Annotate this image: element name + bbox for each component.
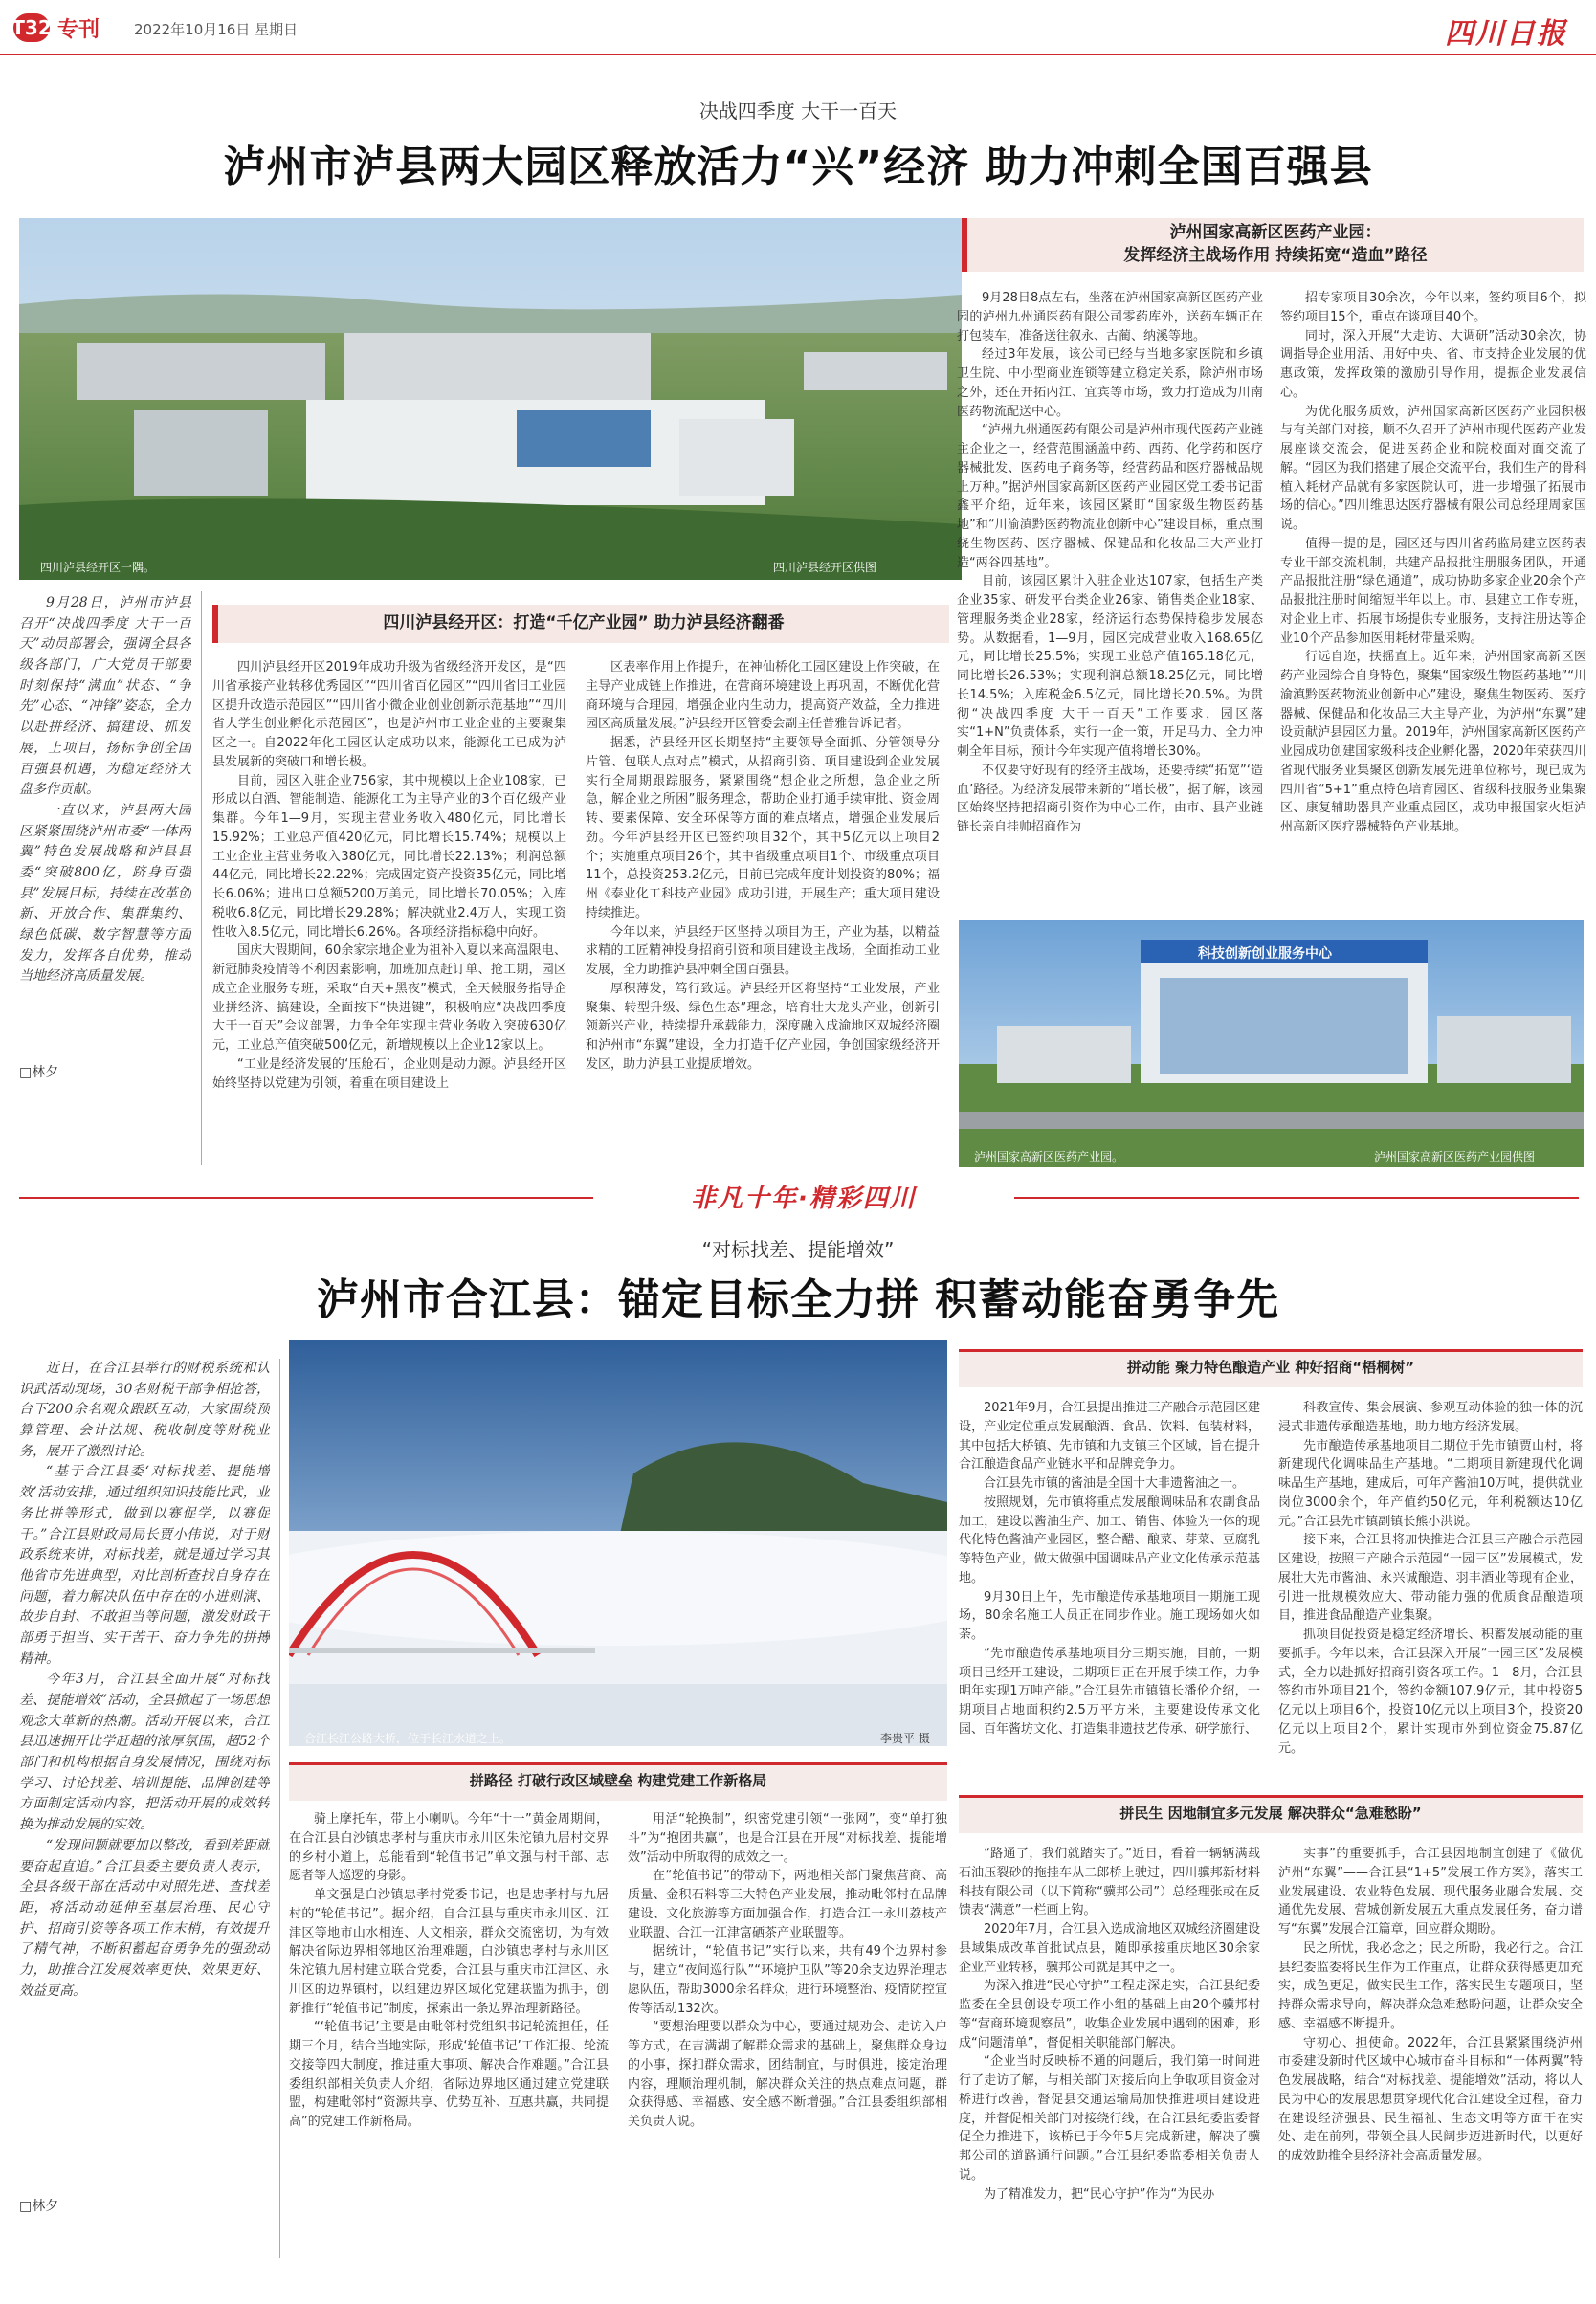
medical-park-photo — [959, 920, 1584, 1167]
right-subheading-1: 拼动能 聚力特色酿造产业 种好招商“梧桐树” — [959, 1349, 1583, 1387]
paragraph: 科教宣传、集会展演、参观互动体验的独一体的沉浸式非遗传承酿造基地，助力地方经济发展。 — [1278, 1401, 1583, 1434]
paragraph: 2021年9月，合江县提出推进三产融合示范园区建设，产业定位重点发展酿酒、食品、饮料、包装材料，其中包括大桥镇、先市镇和九支镇三个区域，旨在提升合江酿造食品产业链水平和品牌竞争力。 — [959, 1401, 1260, 1473]
paragraph: 接下来，合江县将加快推进合江县三产融合示范园区建设，按照三产融合示范园“一园三区”发展模式，发展壮大先市酱油、永兴诚酿造、羽丰酒业等现有企业，引进一批规模效应大、带动能力强的优质食品酿造项目，推进食品酿造产业集聚。 — [1278, 1533, 1583, 1624]
paragraph: 骑上摩托车，带上小喇叭。今年“十一”黄金周期间，在合江县白沙镇忠孝村与重庆市永川区朱沱镇九居村交界的乡村小道上，总能看到“轮值书记”单文强与村干部、志愿者等人巡逻的身影。 — [289, 1812, 609, 1884]
bottom-kicker: “对标找差、提能增效” — [701, 1238, 895, 1261]
l-column-2 — [628, 1810, 947, 2289]
paragraph: “企业当时反映桥不通的问题后，我们第一时间进行了走访了解，与相关部门对接后向上争取项目资金对桥进行改善，督促县交通运输局加快推进项目建设进度，并督促相关部门对接绕行线，在合江县纪委监委督促全力推进下，该桥已于今年5月完成新建，解决了骥邦公司的道路通行问题。”合江县纪委监委相关负责人说。 — [959, 2054, 1260, 2182]
page-number: T32 — [13, 13, 50, 42]
paragraph: “要想治理要以群众为中心，要通过规劝会、走访入户等方式，在吉满湖了解群众需求的基础上，聚焦群众身边的小事，探扣群众需求，团结制宜，与时俱进，接定治理内容，理顺治理机制，解决群众关注的热点难点问题，群众获得感、幸福感、安全感不断增强。”合江县委组织部相关负责人说。 — [628, 2020, 947, 2129]
newspaper-logo: 四川日报 — [1445, 17, 1567, 51]
paragraph: “路通了，我们就踏实了。”近日，看着一辆辆满载石油压裂砂的拖挂车从二郎桥上驶过，四川骥邦新材料科技有限公司（以下简称“骥邦公司”）总经理张或在反馈表“满意”一栏画上钩。 — [959, 1847, 1260, 1918]
paragraph: “‘轮值书记’主要是由毗邻村党组织书记轮流担任，任期三个月，结合当地实际，形成‘轮值书记’工作汇报、轮流交接等四大制度，推进重大事项、解决合作难题。”合江县委组织部相关负责人介绍，省际边界地区通过建立党建联盟，构建毗邻村“资源共享、优势互补、互惠共赢，共同提高”的党建工作新格局。 — [289, 2020, 609, 2129]
paragraph: 一直以来，泸县两大园区紧紧围绕泸州市委“一体两翼”特色发展战略和泸县县委“突破800亿，跻身百强县”发展目标，持续在改革创新、开放合作、集群集约、绿色低碳、数字智慧等方面发力，发挥各自优势，推动当地经济高质量发展。 — [19, 802, 191, 985]
paragraph: 目前，园区入驻企业756家，其中规模以上企业108家，已形成以白酒、智能制造、能源化工为主导产业的3个百亿级产业集群。今年1—9月，实现主营业务收入480亿元，同比增长15.92%；工业总产值420亿元，同比增长15.74%；规模以上工业企业主营业务收入380亿元，同比增长22.13%；利润总额44亿元，同比增长22.22%；完成固定资产投资35亿元，同比增长6.06%；进出口总额5200万美元，同比增长70.05%；入库税收6.8亿元，同比增长29.28%；解决就业2.4万人，实现工资性收入8.5亿元，同比增长6.26%。各项经济指标稳中向好。 — [212, 773, 566, 940]
bottom-intro-sidebar — [19, 1359, 270, 2182]
paragraph: 同时，深入开展“大走访、大调研”活动30余次，协调指导企业用活、用好中央、省、市支持企业发展的优惠政策，发挥政策的激励引导作用，提振企业发展信心。 — [1280, 328, 1586, 400]
issue-date: 2022年10月16日 星期日 — [134, 21, 299, 38]
section-banner — [0, 1179, 1596, 1217]
paragraph: “基于合江县委‘对标找差、提能增效’活动安排，通过组织知识技能比武，业务比拼等形式，做到以赛促学，以赛促干。”合江县财政局局长贾小伟说，对于财政系统来讲，对标找差，就是通过学习其他省市先进典型，对比剖析查找自身存在问题，着力解决队伍中存在的小进则满、故步自封、不敢担当等问题，激发财政干部勇于担当、实干苦干、奋力争先的拼搏精神。 — [19, 1464, 270, 1667]
paragraph: 为了精准发力，把“民心守护”作为“为民办 — [984, 2186, 1215, 2202]
paragraph: 9月30日上午，先市酿造传承基地项目一期施工现场，80余名施工人员正在同步作业。施工现场如火如荼。 — [959, 1589, 1260, 1642]
paragraph: 实事”的重要抓手，合江县因地制宜创建了《做优泸州“东翼”——合江县“1+5”发展工作方案》，落实工业发展建设、农业特色发展、现代服务业融合发展、交通优先发展、营城创新发展五大重点发展任务，奋力谱写“东翼”发展合江篇章，回应群众期盼。 — [1278, 1847, 1583, 1937]
photo2-credit: 泸州国家高新区医药产业园供图 — [1374, 1150, 1536, 1163]
mid-column-1 — [212, 658, 566, 1165]
paragraph: 为优化服务质效，泸州国家高新区医药产业园积极与有关部门对接，顺不久召开了泸州市现代医药产业发展座谈交流会，促进医药企业和院校面对面交流了解。“园区为我们搭建了展企交流平台，我们生产的骨科植入耗材产品就有多家医院认可，进一步增强了拓展市场的信心。”四川维思达医疗器械有限公司总经理周家国说。 — [1280, 404, 1586, 532]
paragraph: 四川泸县经开区2019年成功升级为省级经济开发区，是“四川省承接产业转移优秀园区”“四川省百亿园区”“四川省旧工业园区提升改造示范园区”“四川省小微企业创业创新示范基地”“四川省大学生创业孵化示范园区”，也是泸州市工业企业的主要聚集区之一。自2022年化工园区认定成功以来，能源化工已成为泸县发展新的突破口和增长极。 — [212, 660, 566, 769]
paragraph: 合江县先市镇的酱油是全国十大非遗酱油之一。 — [984, 1476, 1246, 1491]
paragraph: “先市酿造传承基地项目分三期实施，目前，一期项目已经开工建设，二期项目正在开展手续工作，力争明年实现1万吨产能。”合江县先市镇镇长潘伦介绍，一期项目占地面积约2.5万平方米，主要建设传承文化园、百年酱坊文化、打造集非遗技艺传承、研学旅行、 — [959, 1646, 1260, 1737]
paragraph: 目前，该园区累计入驻企业达107家，包括生产类企业35家、研发平台类企业26家、销售类企业18家、管理服务类企业28家，经济运行态势保持稳步发展态势。从数据看，1—9月，园区完成营业收入168.65亿元，同比增长25.5%；实现工业总产值165.18亿元，同比增长26.53%；实现利润总额18.25亿元，同比增长14.5%；入库税金6.5亿元，同比增长20.5%。为贯彻“决战四季度 大干一百天”工作要求，园区落实“1+N”负责体系，实行一企一策，开足马力、全力冲刺全年目标，预计今年实现产值将增长30%。 — [957, 574, 1263, 759]
bridge-photo-caption: 合江长江公路大桥，位于长江水道之上。 — [304, 1732, 512, 1745]
banner-rule-right — [1014, 1197, 1579, 1199]
photo2-caption: 泸州国家高新区医药产业园。 — [974, 1150, 1124, 1163]
paragraph: 近日，在合江县举行的财税系统和认识武活动现场，30名财税干部争相抢答，台下200余名观众跟跃互动，大家围绕预算管理、会计法规、税收制度等财税业务，展开了激烈讨论。 — [19, 1361, 270, 1459]
top-kicker: 决战四季度 大干一百天 — [698, 100, 898, 122]
bridge-photo — [289, 1340, 947, 1746]
paragraph: 行远自迩，扶摇直上。近年来，泸州国家高新区医药产业园综合自身特色，聚集“国家级生物医药基地”“川渝滇黔医药物流业创新中心”建设，聚焦生物医药、医疗器械、保健品和化妆品三大主导产业，为泸州“东翼”建设贡献泸县园区力量。2019年，泸州国家高新区医药产业园成功创建国家级科技企业孵化器，2020年荣获四川省现代服务业集聚区创新发展先进单位称号，现已成为四川省“5+1”重点特色培育园区、省级科技服务业集聚区、康复辅助器具产业重点园区，成功申报国家火炬泸州高新区医疗器械特色产业基地。 — [1280, 650, 1586, 834]
paragraph: 国庆大假期间，60余家宗地企业为祖补入夏以来高温限电、新冠肺炎疫情等不利因素影响，加班加点赶订单、抢工期，园区成立企业服务专班，采取“白天+黑夜”模式，全天候服务指导企业拼经济、搞建设，全面按下“快进键”，积极响应“决战四季度 大干一百天”会议部署，力争全年实现主营业务收入突破630亿元，工业总产值突破500亿元，新增规模以上企业12家以上。 — [212, 943, 566, 1052]
paragraph: 区表率作用上作提升，在神仙桥化工园区建设上作突破，在主导产业成链上作推进，在营商环境建设上再巩固，不断优化营商环境与合理园，增强企业内生动力，提高资产效益，全力推进园区高质量发展。”泸县经开区管委会副主任普雅告诉记者。 — [586, 660, 940, 732]
r1-column-2 — [1278, 1399, 1583, 1782]
right-subheading-2: 拼民生 因地制宜多元发展 解决群众“急难愁盼” — [959, 1795, 1583, 1833]
r2-column-1 — [959, 1845, 1260, 2289]
paragraph: 在“轮值书记”的带动下，两地相关部门聚焦营商、高质量、金积石料等三大特色产业发展，推动毗邻村在品牌建设、文化旅游等方面加强合作，打造合江一永川荔枝产业联盟、合江一江津富硒茶产业联盟等。 — [628, 1869, 947, 1940]
paragraph: 经过3年发展，该公司已经与当地多家医院和乡镇卫生院、中小型商业连锁等建立稳定关系，除泸州市场之外，还在开拓内江、宜宾等市场，致力打造成为川南医药物流配送中心。 — [957, 347, 1263, 419]
section-name: 专刊 — [57, 18, 100, 42]
page-header — [0, 0, 1596, 55]
industrial-park-aerial-photo — [19, 218, 962, 580]
bottom-author: □林夕 — [19, 2199, 59, 2214]
paragraph: 值得一提的是，园区还与四川省药监局建立医药表专业干部交流机制，共建产品报批注册服务团队，开通产品报批注册“绿色通道”，成功协助多家企业20余个产品报批注册时间缩短半年以上。市、县建立工作专班，对企业上市、拓展市场提供专业服务，支持注册达等企业10个产品参加医用耗材带量采购。 — [1280, 536, 1586, 646]
left-subheading: 拼路径 打破行政区域壁垒 构建党建工作新格局 — [289, 1762, 947, 1801]
r1-column-1 — [959, 1399, 1260, 1782]
column-divider — [279, 1359, 280, 2258]
right-column-2 — [1280, 289, 1586, 920]
photo1-caption: 四川泸县经开区一隅。 — [40, 561, 156, 574]
paragraph: 厚积薄发，笃行致远。泸县经开区将坚持“工业发展，产业聚集、转型升级、绿色生态”理念，培育壮大龙头产业，创新引领新兴产业，持续提升承载能力，深度融入成渝地区双城经济圈和泸州市“东翼”建设，全力打造千亿产业园，争创国家级经济开发区，助力泸县工业提质增效。 — [586, 981, 940, 1072]
banner-title: 非凡十年·精彩四川 — [691, 1185, 917, 1213]
paragraph: 单文强是白沙镇忠孝村党委书记，也是忠孝村与九居村的“轮值书记”。据介绍，自合江县与重庆市永川区、江津区等地市山水相连、人文相亲，群众交流密切，为有效解决省际边界相邻地区治理难题，白沙镇忠孝村与永川区朱沱镇九居村建立联合党委，合江县与重庆市江津区、永川区的边界镇村，以组建边界区域化党建联盟为抓手，创新推行“轮值书记”制度，探索出一条边界治理新路径。 — [289, 1888, 609, 2016]
top-headline: 泸州市泸县两大园区释放活力“兴”经济 助力冲刺全国百强县 — [223, 143, 1373, 191]
right-column-1 — [957, 289, 1263, 920]
paragraph: 用活“轮换制”，织密党建引领“一张网”，变“单打独斗”为“抱团共赢”，也是合江县在开展“对标找差、提能增效”活动中所取得的成效之一。 — [628, 1812, 947, 1865]
bottom-headline: 泸州市合江县：锚定目标全力拼 积蓄动能奋勇争先 — [316, 1275, 1280, 1324]
photo1-credit: 四川泸县经开区供图 — [773, 561, 877, 574]
building-sign: 科技创新创业服务中心 — [1198, 946, 1332, 962]
l-column-1 — [289, 1810, 609, 2289]
paragraph: 据统计，“轮值书记”实行以来，共有49个边界村参与，建立“夜间巡行队”“环境护卫队”等20余支边界治理志愿队伍，帮助3000余名群众，进行环境整治、疫情防控宣传等活动132次。 — [628, 1944, 947, 2016]
top-author: □林夕 — [19, 1065, 59, 1080]
top-intro-sidebar — [19, 593, 191, 1024]
paragraph: “工业是经济发展的‘压舱石’，企业则是动力源。泸县经开区始终坚持以党建为引领，着重在项目建设上 — [212, 1056, 566, 1091]
paragraph: 先市酿造传承基地项目二期位于先市镇贾山村，将新建现代化调味品生产基地。“二期项目新建现代化调味品生产基地，建成后，可年产酱油10万吨，提供就业岗位3000余个，年产值约50亿元，年利税额达10亿元。”合江县先市镇副镇长熊小洪说。 — [1278, 1438, 1583, 1529]
paragraph: 2020年7月，合江县入选成渝地区双城经济圈建设县域集成改革首批试点县，随即承接重庆地区30余家企业产业转移，骥邦公司就是其中之一。 — [959, 1922, 1260, 1975]
column-divider — [201, 591, 202, 1165]
paragraph: 招专家项目30余次，今年以来，签约项目6个，拟签约项目15个，重点在谈项目40个。 — [1280, 291, 1586, 324]
r2-column-2 — [1278, 1845, 1583, 2289]
paragraph: 守初心、担使命。2022年，合江县紧紧围绕泸州市委建设新时代区域中心城市奋斗目标和“一体两翼”特色发展战略，结合“对标找差、提能增效”活动，将以人民为中心的发展思想贯穿现代化合江建设全过程，奋力在建设经济强县、民生福祉、生态文明等方面干在实处、走在前列，带领全县人民阔步迈进新时代，以更好的成效助推全县经济社会高质量发展。 — [1278, 2035, 1583, 2163]
paragraph: 抓项目促投资是稳定经济增长、积蓄发展动能的重要抓手。今年以来，合江县深入开展“一园三区”发展模式，全力以赴抓好招商引资各项工作。1—8月，合江县签约市外项目21个，签约金额107.9亿元，其中投资5亿元以上项目6个，投资10亿元以上项目3个，投资20亿元以上项目2个，累计实现市外到位资金75.87亿元。 — [1278, 1628, 1583, 1756]
paragraph: 不仅要守好现有的经济主战场，还要持续“拓宽”‘造血’路径。为经济发展带来新的“增长极”，据了解，该园区始终坚持把招商引资作为中心工作，由市、县产业链链长亲自挂帅招商作为 — [957, 763, 1263, 834]
paragraph: “发现问题就要加以整改，看到差距就要奋起直追。”合江县委主要负责人表示，全县各级干部在活动中对照先进、查找差距，将活动动延伸至基层治理、民心守护、招商引资等各项工作末梢，有效提升了精气神，不断积蓄起奋勇争先的强劲动力，助推合江发展效率更快、效果更好、效益更高。 — [19, 1837, 270, 1999]
right-subheading: 泸州国家高新区医药产业园： 发挥经济主战场作用 持续拓宽“造血”路径 — [962, 218, 1584, 272]
paragraph: 据悉，泸县经开区长期坚持“主要领导全面抓、分管领导分片管、包联人点对点”模式，从招商引资、项目建设到企业发展实行全周期跟踪服务，紧紧围绕“想企业之所想，急企业之所急，解企业之所困”服务理念，帮助企业打通手续审批、资金周转、要素保障、安全环保等方面的难点堵点，增强企业发展后劲。今年泸县经开区已签约项目32个，其中5亿元以上项目2个；实施重点项目26个，其中省级重点项目1个、市级重点项目11个，总投资253.2亿元，目前已完成年度计划投资的80%；福州《泰业化工科技产业园》成功引进，开展生产；重大项目建设持续推进。 — [586, 736, 940, 920]
paragraph: 今年以来，泸县经开区坚持以项目为王，产业为基，以精益求精的工匠精神投身招商引资和项目建设主战场，全面推动工业发展，全力助推泸县冲刺全国百强县。 — [586, 924, 940, 977]
paragraph: “泸州九州通医药有限公司是泸州市现代医药产业链主企业之一，经营范围涵盖中药、西药、化学药和医疗器械批发、医药电子商务等，经营药品和医疗器械品规上万种。”据泸州国家高新区医药产业园区党工委书记雷鑫平介绍，近年来，该园区紧盯“国家级生物医药基地”和“川渝滇黔医药物流业创新中心”建设目标，重点围绕生物医药、医疗器械、保健品和化妆品三大产业打造“两谷四基地”。 — [957, 423, 1263, 570]
paragraph: 9月28日，泸州市泸县召开“决战四季度 大干一百天”动员部署会，强调全县各级各部门，广大党员干部要时刻保持“满血”状态、“争先”心态、“冲锋”姿态，全力以赴拼经济、搞建设、抓发展，上项目，扬标争创全国百强县机遇，为稳定经济大盘多作贡献。 — [19, 595, 191, 798]
bridge-photo-credit: 李贵平 摄 — [880, 1732, 930, 1745]
paragraph: 按照规划，先市镇将重点发展酿调味品和农副食品加工，建设以酱油生产、加工、销售、体验为一体的现代化特色酱油产业园区，整合醋、酿菜、芽菜、豆腐乳等特色产业，做大做强中国调味品产业文化传承示范基地。 — [959, 1495, 1260, 1585]
paragraph: 9月28日8点左右，坐落在泸州国家高新区医药产业园的泸州九州通医药有限公司零药库外，送药车辆正在打包装车，准备送往叙永、古蔺、纳溪等地。 — [957, 291, 1263, 343]
banner-rule-left — [19, 1197, 593, 1199]
paragraph: 民之所忧，我必念之；民之所盼，我必行之。合江县纪委监委将民生作为工作重点，让群众获得感更加充实，成色更足，做实民生工作，落实民生专题项目，坚持群众需求导向，解决群众急难愁盼问题，让群众安全感、幸福感不断提升。 — [1278, 1940, 1583, 2031]
paragraph: 今年3月，合江县全面开展“对标找差、提能增效”活动，全县掀起了一场思想观念大革新的热潮。活动开展以来，合江县迅速拥开比学赶超的浓厚氛围，超52个部门和机构根据自身发展情况，围绕对标学习、讨论找差、培训提能、品牌创建等方面制定活动内容，把活动开展的成效转换为推动发展的实效。 — [19, 1672, 270, 1833]
paragraph: 为深入推进“民心守护”工程走深走实，合江县纪委监委在全县创设专项工作小组的基础上由20个骥邦村等“营商环境观察员”，收集企业发展中遇到的困难，形成“问题清单”，督促相关职能部门解决。 — [959, 1979, 1260, 2050]
mid-column-2 — [586, 658, 940, 1165]
mid-subheading: 四川泸县经开区：打造“千亿产业园” 助力泸县经济翻番 — [212, 605, 949, 643]
